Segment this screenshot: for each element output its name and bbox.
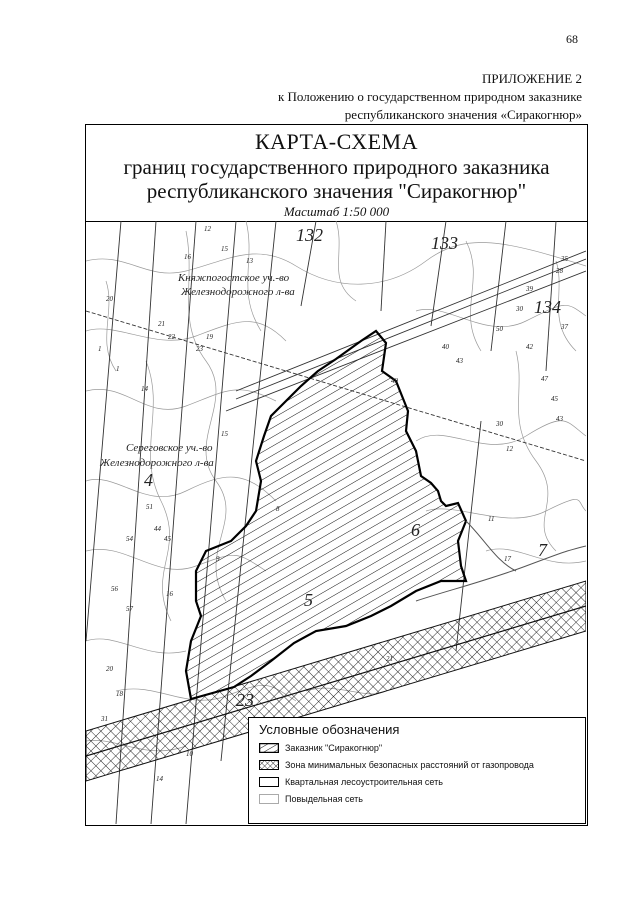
plot-number: 40	[442, 343, 449, 351]
legend-label-reserve: Заказник "Сиракогнюр"	[285, 743, 383, 753]
plot-number: 17	[504, 555, 511, 563]
plot-number: 50	[496, 325, 503, 333]
quarter-133: 133	[431, 233, 458, 253]
plot-number: 10	[186, 750, 193, 758]
plot-number: 49	[391, 377, 398, 385]
plot-number: 9	[216, 555, 220, 563]
quarter-132: 132	[296, 225, 323, 245]
plot-number: 31	[101, 715, 108, 723]
legend-item-subplot-grid	[259, 793, 585, 805]
quarter-4: 4	[144, 470, 153, 490]
plot-number: 22	[168, 333, 175, 341]
plot-number: 43	[556, 415, 563, 423]
quarter-6: 6	[411, 520, 420, 540]
plot-number: 47	[541, 375, 548, 383]
appendix-subtitle-line1: к Положению о государственном природном заказнике	[277, 89, 582, 104]
plot-number: 11	[488, 515, 495, 523]
plot-number: 15	[221, 245, 228, 253]
legend-label-pipeline: Зона минимальных безопасных расстояний от газопровода	[285, 760, 534, 770]
plot-number: 16	[166, 590, 173, 598]
plot-number: 21	[158, 320, 165, 328]
plot-number: 23	[196, 345, 203, 353]
plot-number: 44	[154, 525, 161, 533]
quarter-23: 23	[236, 690, 254, 710]
plot-number: 21	[386, 655, 393, 663]
kn-label-line1: Княжпогостское уч.-во	[178, 272, 290, 284]
map-title: КАРТА-СХЕМА	[254, 129, 418, 154]
reserve-swatch	[259, 743, 279, 753]
plot-number: 54	[126, 535, 133, 543]
quarter-5: 5	[304, 590, 313, 610]
legend-item-pipeline	[259, 759, 585, 771]
map-subtitle-line1: границ государственного природного заказника	[123, 155, 550, 179]
legend	[248, 717, 586, 824]
plot-number: 12	[204, 225, 211, 233]
legend-item-quarter-grid	[259, 776, 585, 788]
legend-title: Условные обозначения	[259, 722, 400, 737]
plot-number: 14	[156, 775, 163, 783]
legend-item-reserve	[259, 742, 585, 754]
ser-label-line1: Сереговское уч.-во	[126, 442, 213, 454]
plot-number: 56	[111, 585, 118, 593]
ser-label-line2: Железнодорожного л-ва	[100, 457, 214, 469]
pipeline-swatch	[259, 760, 279, 770]
map-title-box	[86, 125, 587, 222]
plot-number: 12	[506, 445, 513, 453]
quarter-134: 134	[534, 297, 561, 317]
map-scale: Масштаб 1:50 000	[283, 204, 390, 219]
kn-label-line2: Железнодорожного л-ва	[181, 286, 295, 298]
legend-label-quarter-grid: Квартальная лесоустроительная сеть	[285, 777, 443, 787]
quarter-7: 7	[538, 540, 547, 560]
map-subtitle-line2: республиканского значения "Сиракогнюр"	[146, 179, 527, 203]
plot-number: 1	[98, 345, 102, 353]
page-number: 68	[566, 32, 578, 46]
plot-number: 13	[246, 257, 253, 265]
plot-number: 57	[126, 605, 133, 613]
plot-number: 19	[206, 333, 213, 341]
plot-number: 28	[556, 267, 563, 275]
plot-number: 51	[146, 503, 153, 511]
appendix-subtitle-line2: республиканского значения «Сиракогнюр»	[344, 107, 582, 122]
plot-number: 16	[184, 253, 191, 261]
plot-number: 45	[164, 535, 171, 543]
plot-number: 30	[496, 420, 503, 428]
plot-number: 1	[116, 365, 120, 373]
plot-number: 39	[526, 285, 533, 293]
map-frame	[85, 124, 588, 826]
plot-number: 14	[141, 385, 148, 393]
plot-number: 20	[106, 295, 113, 303]
plot-number: 30	[516, 305, 523, 313]
plot-number: 8	[276, 505, 280, 513]
plot-number: 42	[526, 343, 533, 351]
appendix-title: ПРИЛОЖЕНИЕ 2	[482, 71, 582, 86]
plot-number: 35	[561, 255, 568, 263]
quarter-swatch	[259, 777, 279, 787]
plot-number: 43	[456, 357, 463, 365]
plot-number: 37	[561, 323, 568, 331]
plot-number: 45	[551, 395, 558, 403]
plot-number: 18	[116, 690, 123, 698]
plot-number: 20	[106, 665, 113, 673]
plot-number: 15	[221, 430, 228, 438]
subplot-swatch	[259, 794, 279, 804]
legend-label-subplot-grid: Повыдельная сеть	[285, 794, 363, 804]
